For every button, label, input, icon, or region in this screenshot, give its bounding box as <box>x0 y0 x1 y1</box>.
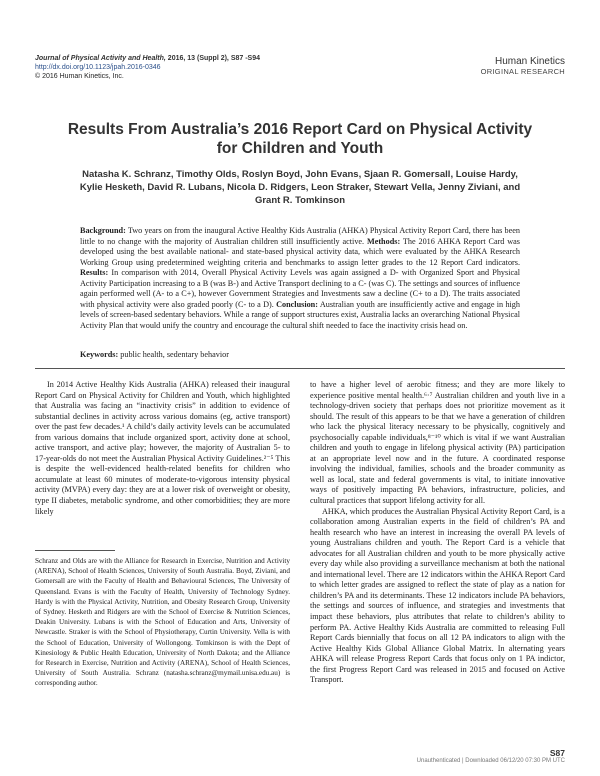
page-number: S87 <box>549 748 565 758</box>
abstract-background: Two years on from the inaugural Active Healthy Kids Australia (AHKA) Physical Activity Report Card, there has been little to no change with the majority of Australian children still insufficiently active. <box>80 226 520 246</box>
publisher-block <box>481 56 565 76</box>
keywords-label: Keywords: <box>80 350 119 359</box>
abstract-results-label: Results: <box>80 268 109 278</box>
abstract-background-label: Background: <box>80 226 126 235</box>
article-title: Results From Australia’s 2016 Report Card on Physical Activity for Children and Youth <box>67 121 533 157</box>
journal-header <box>35 54 260 81</box>
abstract <box>80 226 520 331</box>
download-stamp: Unauthenticated | Downloaded 06/12/20 07:30 PM UTC <box>416 758 565 764</box>
author-affiliations-footnote: Schranz and Olds are with the Alliance for Research in Exercise, Nutrition and Activity (ARENA), School of Health Sciences, University of South Australia. Boyd, Ziviani, and Gomersall are with the Faculty of Health and Behavioural Sciences, The University of Queensland. Evans is with the Faculty of Health, University of Technology Sydney. Hardy is with the Physical Activity, Nutrition, and Obesity Research Group, University of Sydney. Hesketh and Ridgers are with the School of Exercise & Nutrition Sciences, Deakin University. Lubans is with the School of Education and Arts, University of Newcastle. Straker is with the School of Physiotherapy, Curtin University. Vella is with the School of Education, University of Wollongong. Tomkinson is with the Dept of Kinesiology & Public Health Education, University of North Dakota; and the Alliance for Research in Exercise, Nutrition and Activity (ARENA), School of Health Sciences, University of South Australia. Schranz (natasha.schranz@mymail.unisa.edu.au) is corresponding author. <box>35 557 290 688</box>
body-paragraph: In 2014 Active Healthy Kids Australia (AHKA) released their inaugural Report Card on Physical Activity for Children and Youth, which highlighted that Australia was facing an “inactivity crisis” in addition to evidence of substantial declines in activity across various domains (eg, active transport) over the past few decades.¹ A child’s daily activity levels can be accumulated from various domains that include organized sport, activity done at school, active transport, and active play; however, the majority of Australian 5- to 17-year-olds do not meet the Australian Physical Activity Guidelines.²⁻⁵ This is despite the well-evidenced health-related benefits for children who accumulate at least 60 minutes of moderate-to-vigorous intensity physical activity (MVPA) every day: they are at a lower risk of overweight or obesity, type II diabetes, metabolic syndrome, and other comorbidities; they are more likely <box>35 380 290 516</box>
publisher-name: Human Kinetics <box>494 56 565 67</box>
abstract-methods: The 2016 AHKA Report Card was developed using the best available national- and state-based physical activity data, which were evaluated by the AHKA Research Working Group using predetermined weighting criteria and benchmarks to assign letter grades to the 12 Report Card indicators. <box>80 236 520 267</box>
body-column-right <box>310 380 565 686</box>
abstract-conclusion-label: Conclusion: <box>276 299 318 309</box>
body-paragraph: AHKA, which produces the Australian Physical Activity Report Card, is a collaboration among Australian experts in the field of children’s PA and health research who have an interest in increasing the overall PA levels of young Australians children and youth. The Report Card is a vehicle that advocates for all Australian children and youth to be more physically active every day while also providing a surveillance mechanism at both the national and international level. There are 12 indicators within the AHKA Report Card to which letter grades are assigned to reflect the state of play as a nation for children’s PA and its determinants. These 12 indicators include PA behaviors, the settings and sources of influence, and strategies and investments that impact these behaviors, plus attributes that relate to children’s ability to perform PA. Active Healthy Kids Australia are committed to releasing Full Report Cards biennially that focus on all 12 PA indicators to align with the Active Healthy Kids Global Alliance Global Matrix. In alternating years AHKA will release Progress Report Cards that focus only on 1 PA indictor, the first Progress Report Card was released in 2015 and focused on Active Transport. <box>310 506 565 685</box>
copyright: © 2016 Human Kinetics, Inc. <box>35 73 124 80</box>
author-list: Natasha K. Schranz, Timothy Olds, Roslyn Boyd, John Evans, Sjaan R. Gomersall, Louise Hardy, Kylie Hesketh, David R. Lubans, Nicola D. Ridgers, Leon Straker, Stewart Vella, Jenny Ziviani, and Grant R. Tomkinson <box>79 169 521 206</box>
journal-issue: 2016, 13 (Suppl 2), S87 -S94 <box>167 55 261 62</box>
keywords-text: public health, sedentary behavior <box>120 350 229 359</box>
keywords <box>80 350 520 360</box>
abstract-conclusion: Australian youth are insufficiently active and engage in high levels of screen-based sedentary behaviors. While a range of support structures exist, Australia lacks an overarching National Physical Activity Plan that would unify the country and encourage the cultural shift needed to face the inactivity crisis head on. <box>80 299 520 330</box>
doi-link[interactable]: http://dx.doi.org/10.1123/jpah.2016-0346 <box>35 64 161 71</box>
body-paragraph: to have a higher level of aerobic fitness; and they are more likely to experience positive mental health.⁶·⁷ Australian children and youth live in a technology-driven society that perhaps does not prioritize movement as it should. The result of this appears to be that we have a generation of children who lack the physical literacy necessary to be physically, cognitively and psychosocially capable individuals,⁸⁻¹⁰ which is vital if we want Australian children and youth to engage in lifelong physical activity (PA) participation at an appropriate level now and in the future. A coordinated response involving the individual, families, schools and the broader community as well as local, state and federal governments is vital, to initiate innovative ways of positively impacting PA behaviors, infrastructure, policies, and cultural practices that support lifelong activity for all. <box>310 380 565 506</box>
abstract-results: In comparison with 2014, Overall Physical Activity Levels was again assigned a D- with Organized Sport and Physical Activity Participation increasing to a B (was B-) and Active Transport declining to a C- (was C). The settings and sources of influence again performed well (A- to a C+), however Government Strategies and Investments saw a decline (C+ to a D). The traits associated with physical activity were also graded poorly (C- to a D). <box>80 268 521 309</box>
body-column-left <box>35 380 290 517</box>
abstract-methods-label: Methods: <box>366 236 401 246</box>
section-divider <box>35 368 565 369</box>
footnote-divider <box>35 550 115 551</box>
journal-name: Journal of Physical Activity and Health, <box>35 55 166 62</box>
article-section: ORIGINAL RESEARCH <box>480 67 565 76</box>
